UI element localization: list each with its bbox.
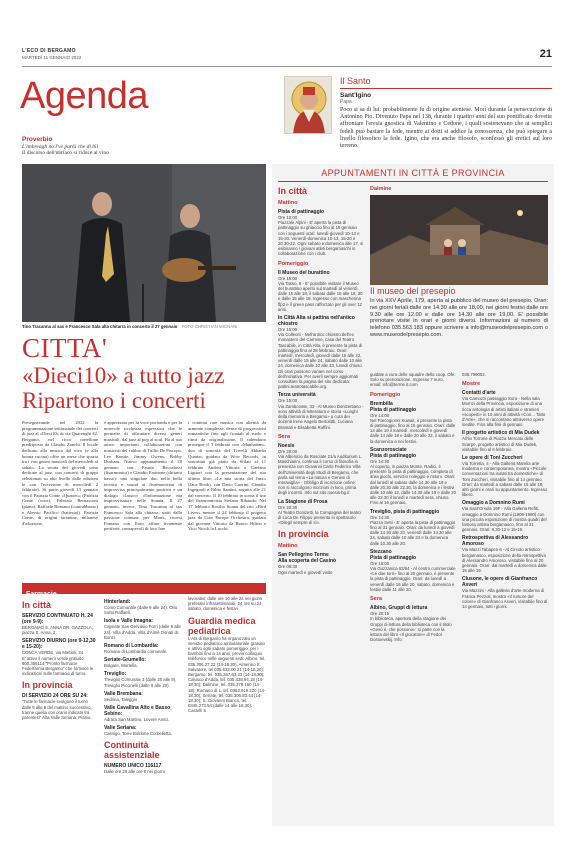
list-item xyxy=(104,725,182,736)
entry-text: guidate a cura delle squadre della coop. Ofe: Solo su prenotazione. Ingresso 7 euro, email: info@terme.it.com xyxy=(370,372,456,388)
entry-text: Adrara San Martino, Lovere Amici. xyxy=(104,717,170,723)
time-heading: Mostre xyxy=(462,381,481,388)
entry-text: Ore 16:00 Via Guzzanica 62/64 - Al centro commerciale «Le due torri» fino al 20 gennaio, è presente la pista di pattinaggio. Orari: da lunedì a venerdì dalle 16 alle 20, sabato, domenica e festivi dalle 11 alle 20. xyxy=(370,560,456,592)
list-item xyxy=(278,315,364,389)
entry-text: Sedrina, Taleggio xyxy=(104,696,138,702)
entry-heading: Valle Seriana: xyxy=(104,725,137,732)
list-item xyxy=(278,270,364,312)
photo-caption-text: Tino Tracanna al sax e Francesco Sala alla chitarra in concerto il 27 gennaio xyxy=(22,324,178,329)
paper-name: L'ECO DI BERGAMO xyxy=(22,48,76,54)
headline xyxy=(22,334,266,413)
list-item xyxy=(104,671,182,687)
time-heading: Mattino xyxy=(278,200,298,206)
entry-text: Ore 14:30 Piazza Setti - E' aperta la pista di pattinaggio fino al 31 gennaio. Orari: da lunedì a giovedì dalle 14.30 alle 20, venerdì dalle 14.30 alle 24, sabato dalle 10 alle 24 e la domenica dalle 10.30 alle 20. xyxy=(370,514,456,546)
list-item xyxy=(462,390,548,427)
entry-heading: Contatti d'arte xyxy=(462,390,496,397)
time-heading: Mattino xyxy=(278,543,298,550)
entry-text: Ore 15:00 Via Colleoni - Nell'antico chiostro dell'ex monastero del Carmine, casa del Teatro Tascabile, in Città Alta, è presente la pista di pattinaggio fino al 28 febbraio. Orari: martedì, mercoledì, giovedì dalle 15 alle 22, venerdì dalle 15 alle 24, sabato dalle 10 alle 24, domenica dalle 10 alle 23, lunedì chiuso. Gli orari possono variare nel corso dell'iniziativa. Per averli sempre aggiornati consultare la pagina del sito dedicata: pattini.teatrotascabile.org. xyxy=(278,327,363,390)
list-item xyxy=(370,372,456,388)
entry-text: Via Torretta, 4 - Alla Galleria Marelia arte moderna e contemporanea, mostra «Piccole conversazioni tra isolati tra domestiche» di Toni Zuccheri, visitabile fino al 14 gennaio. Orari: da martedì a sabato dalle 15 alle 19, altri giorni e orari su appuntamento. Ingresso libero. xyxy=(462,461,548,498)
list-item xyxy=(104,740,182,760)
entry-text: BERGAMO S. ANNA DR. GAZZOLA, piazza S. Anna, 2. xyxy=(22,625,93,636)
list-item xyxy=(370,286,548,339)
section-heading: In città xyxy=(22,600,52,610)
list-item xyxy=(462,500,548,532)
proverbio-dialect: L'imbreagh no l'vè parlà che dl bìl xyxy=(22,144,99,150)
section-title: Agenda xyxy=(20,75,149,117)
issue-date: MARTEDÌ 11 GENNAIO 2022 xyxy=(22,55,82,60)
section-heading: In provincia xyxy=(278,529,329,540)
list-item xyxy=(370,509,456,546)
entry-text: Ore 14:30 Al coperto, in piazza Monte, Radici, è presente la pista di pattinaggio, completa di area giochi, servizio noleggio e ristoro. Orari: dal lunedì al sabato dalle 14,30 alle 19 e dalle 20.30 alle 22.30, la domenica e i festivi dalle 10 alle 12, dalle 14.30 alle 19 e dalle 20 alle 22.30 il lunedì e martedì sera, chiuso. Fino al 16 gennaio. xyxy=(370,458,456,506)
list-item xyxy=(462,576,548,609)
farmacie-col-3 xyxy=(188,596,266,820)
entry-text: Via Camozzi passaggio Sora - Nella sala Mornzi della Provincia, esposizione di una ricca antologia di artisti italiani e stranieri «scoperti» in 15 anni di attività «Con... Tatto d'Arte», che si raccontano attraverso opere inedite. Fino alla fine di gennaio. xyxy=(462,396,546,428)
list-item xyxy=(370,596,456,602)
proverbio-label: Proverbio xyxy=(22,136,53,143)
entry-text: Ore 15:00 Via Tasso, 8 - E' possibile visitare il Museo del burattino aperto sul martedì al venerdì dalle 15 alle 18, il sabato dalle 15 alle 18, 30 e dalle 15 alle 18. Ingresso con mascherina ffp2 e il green pass rafforzato per gli over 12 anni. xyxy=(278,275,363,312)
entry-heading: Valle Brembana: xyxy=(104,690,143,697)
list-item xyxy=(462,535,548,573)
list-item xyxy=(370,549,456,592)
time-heading: Pomeriggio xyxy=(278,260,309,267)
list-item xyxy=(370,186,548,192)
list-item xyxy=(278,443,364,496)
list-item xyxy=(188,616,266,636)
list-item xyxy=(22,613,98,635)
list-item xyxy=(278,392,364,429)
list-item xyxy=(104,691,182,702)
list-item xyxy=(104,763,182,774)
list-item xyxy=(278,434,364,440)
list-item xyxy=(22,693,98,720)
entry-text: Romano di Lombardia comunale. xyxy=(104,649,168,655)
entry-text: E' attivo il numero verde gratuito 800.356114 "Pronto farmacie Federfarma Bergamo" che fornisce le indicazioni sulle farmacie di turno. xyxy=(22,655,94,677)
entry-text: lavorativi; dalle ore 10 alle 24 nei giorni prefestivi infrasettimanali, 24 ore su 24 sabato, domenica e festivi. xyxy=(188,596,263,612)
entry-text: Ore 20:15 In biblioteca, apertura della stagione dei Gruppi di lettura della biblioteca con il titolo «Gesù è, che possono»: si parte con la lettura del libro «Il giocatore» di Fedor Dostoevskij. Info: xyxy=(370,611,452,643)
list-item xyxy=(278,552,364,574)
santo-text: Poco si sa di lui: probabilmente fu di origine ateniese. Morì durante la persecuzione di Antonino Pio. Divenuto Papa nel 138, durante i quattro anni del suo pontificato dovette affrontare l'eresia gnostica di Valentino e Cedone, i quali sostenevano che ai semplici fedeli può bastare la fede, mentre ai dotti si addice la conoscenza, che può spiegare a livello filosofico la fede. Igino, che era anche filosofo, sconfessò gli eretici sul loro terreno. xyxy=(340,107,552,150)
entry-heading: Isola e Valle Imagna: xyxy=(104,618,153,625)
saint-portrait-icon xyxy=(285,77,332,134)
entry-text: Via Sant'Orsola 19F - Alla Galleria Refiti, omaggio a Domnino Rumi (1906-1980) con una piccola esposizione di mostra quadri del famoso artista bergamasco, fino al 31 gennaio. Orari: 9,30-12 e 15-19. xyxy=(462,506,547,533)
section-heading: In provincia xyxy=(22,680,73,691)
time-heading: Pomeriggio xyxy=(370,391,401,398)
time-heading: Dalmine xyxy=(370,186,392,192)
article-col-1: Presegnavande nel 2022 la programmazione settimanale dei concerti di jazz al «Dieci10» di via Quarenghi 42, Bergamo, nel ricco cartellone predisposto da Claudio Zanchi. Il locale dedicato alla musica dal vivo (e alla buona cucina) offre un mese che spazia tra i vari generi musicali del mercoledì al sabato. La serata del giovedì sono dedicate al jazz, con concerti di gruppi selezionati su alto livello dalle edizioni le con l'eccezione di mercoledì 2 febbraio). Si parte giovedì 13 gennaio con il Patrizia Conte «Quartet», (Patrizia Conte (voce), Fabrizio Bernasconi (piano), Raffaele Romano (contrabbasso) e Alessio Pacifico (batteria)). Patrizia Conte, di origini tarantine, milanese d'adozione, xyxy=(22,420,98,526)
proverbio xyxy=(22,136,272,156)
time-heading: Sera xyxy=(370,596,382,603)
headline-kicker: CITTA' xyxy=(22,333,108,363)
entry-heading: SERVIZIO CONTINUATO H. 24 (ore 9-9): xyxy=(22,613,93,625)
entry-heading: Terza università xyxy=(278,392,316,399)
entry-text: CONCA VERDE, via Mattioli, 24. xyxy=(22,650,85,656)
page-number: 21 xyxy=(539,48,552,60)
entry-text: Ore 10:00 Piazzale Alpini - E' aperta la pista di pattinaggio su ghiaccio fino al 15 gennaio con i seguenti orari: lunedì-giovedì 10-13 e 15-20. Venerdì-domenica 10-13, 15-20 e 20.30-22. Ogni sabato e domenica alle 17, si esibiranno i giovani atleti bergamaschi in collaborazione con i club. xyxy=(278,215,364,257)
entry-text: Ore 20:30 Al Teatro Donizetti, la Compagnia del teatro di Luca De Filippo presenta lo spettacolo «Dilegil sempre di sì». xyxy=(278,504,361,526)
list-item xyxy=(22,656,98,677)
list-item xyxy=(462,455,548,497)
feature-heading: Il museo del presepio xyxy=(370,286,456,296)
list-item xyxy=(278,543,364,549)
entry-heading: Le opere di Toni Zuccheri xyxy=(462,455,523,462)
list-item xyxy=(104,618,182,640)
santo-image xyxy=(284,76,332,134)
appuntamenti-col-2-top xyxy=(370,182,548,372)
article-col-2: è apprezzata per la voce profonda e per la notevole ricchezza espressiva che le permette di affrontare diversi generi musicali, dal jazz al pop al soul. Ha al suo attivo importanti collaborazioni con musicisti del calibro di Tullio De Piscopo, Lee Konitz, Jimmy Owens, Bobby Durham. Nuovo appuntamento il 20 gennaio con Fausto Beccalossi (fisarmonica) e Claudio Farinone (chitarra basso): uno singolare duo nella bella tecnica e sound ai fisarmonicisti di improvvisa principalmente positiva e un dialogo classico d'informazione ma improvvisatore nelle Sonata. Il 27 gennaio, invece, Tino Tracanna al sax Francesco Sala alla chitarra, uniti dalla passione comune per Monk, ricorsi Fontana con Euro affine tivamente periferie, consapevoli di loro fare xyxy=(104,420,182,532)
list-item xyxy=(370,392,456,398)
list-item xyxy=(104,643,182,654)
entry-text: Como Comunale (dalle 9 alle 24). Orio Sotto Raffaeli. xyxy=(104,605,178,616)
time-heading: Sera xyxy=(278,433,290,440)
list-item xyxy=(462,381,548,387)
appuntamenti-col-1 xyxy=(278,182,364,822)
santo-box xyxy=(340,76,552,150)
concert-photo xyxy=(22,164,266,322)
list-item xyxy=(462,430,548,452)
entry-text: Bolgare, Mortella. xyxy=(104,663,138,669)
list-item xyxy=(462,372,548,377)
farmacie-title: Farmacie xyxy=(26,591,57,598)
entry-text: Ore 15:00 Via Zambonate, 33 - Al Museo Donizettiano - sono attività di letteratura e storia «Luoghi della memoria a Bergamo» a cura dei docenti Irene Angelo Bertolotti, Luciana Bramati e Elisabetta Ruffini. xyxy=(278,398,364,430)
feature-text: In via XXV Aprile, 179, aperta al pubblico del museo del presepio. Orari: nei giorni feriali dalle ore 14.30 alle ore 18,00, nei giorni festivi dalle ore 9.30 alle ore 12.00 e dalle ore 14.30 alle ore 19,00. E' possibile prenotare visite in orari e giorni diversi. Informazioni al numero di telefono 035.563.183 oppure scrivere a info@museodelpresepio.com o www.museodelpresepio.com. xyxy=(370,298,548,338)
entry-heading: Scanzorosciate Pista di pattinaggio xyxy=(370,446,417,459)
santo-role: Papa xyxy=(340,99,352,105)
entry-text: Via Mazzini - Alla galleria d'arte moderna di Franca Pezzoli, mostra «Il rumore del colore» di Gianfranco Asveri, visitabile fino al 14 gennaio, tutti i giorni. xyxy=(462,588,548,610)
entry-text: Ore 20:00 Via Albenicio da Rosciate 21/a Auditorium L. Maschiarini, continua il corso di filosofia in presenza con Giovanni Carlo Federico Villa dell'Università degli Studi di Bergamo, che parla sul tema «La natura e Genesi di meraviglia» - Obbligo di iscrizione online: non si raccolgono iscrizioni in loco, prima degli incontri. Info sul sito noesis-bg.it xyxy=(278,448,363,496)
entry-heading: Noesis xyxy=(278,442,295,449)
entry-heading: SERVIZIO DIURNO (ore 9-12,30 e 15-20): xyxy=(22,638,96,651)
entry-text: 035.799002. xyxy=(462,372,486,377)
masthead xyxy=(22,48,552,68)
entry-text: Treviglio Comunale 3 (dalle 20 alle 9), Treviglio Piccinelli (dalle 9 alle 20). xyxy=(104,677,177,688)
proverbio-translation: Il discorso dell'ubriaco si riduce al vino xyxy=(22,150,109,156)
section-heading: Continuità assistenziale xyxy=(104,740,160,761)
list-item xyxy=(104,705,182,722)
headline-title-1: «Dieci10» a tutto jazz xyxy=(22,363,225,388)
santo-header: Il Santo xyxy=(340,76,371,86)
entry-text: All'ex Torrone di Piazza Mercato delle Scarpe, progetto artistico di Mia Dudek, visitabile fino al 6 febbraio. xyxy=(462,436,538,452)
list-item xyxy=(22,680,98,690)
entry-heading: Retrospettiva di Alessandro Amoroso xyxy=(462,535,529,548)
photo-caption xyxy=(22,324,266,329)
entry-heading: Albino, Gruppi di lettura xyxy=(370,605,428,612)
entry-heading: Hinterland: xyxy=(104,599,131,605)
list-item xyxy=(188,636,266,714)
list-item xyxy=(278,261,364,267)
entry-heading: San Pellegrino Terme Alla scoperta del Casinò xyxy=(278,552,337,565)
entry-text: L'Ats di Bergamo ha organizzato un servizio pediatrico ambulatoriale gratuito e attivo ogni sabato pomeriggio, per i bambini fino a 14 anni, previo colloquio telefonico nelle seguenti sedi: Albino, tel. 035.306.27.22 (14-18,30), Almenno S. Salvatore, tel 035.632.00.21 (14-18,30); Bergamo, tel. 035.267.63.23 (14-18,30); Calusco d'Adda, tel. 035.438.94.18 (14-18,30); Dalmine, tel. 035.378.150 (14-18); Romano di L. tel. 0363.919.220 (14-18,30); Seriate, tel. 035.306.83.44 (14-18,30); S. Giovanni Bianco, tel. 0345.273.54 (dalle 14 alle 18,30). Castelli S xyxy=(188,635,266,714)
entry-heading: Clusone, le opere di Gianfranco Asveri xyxy=(462,576,538,589)
entry-heading: Seriate-Grumello: xyxy=(104,657,146,664)
list-item xyxy=(188,596,266,612)
list-item xyxy=(370,401,456,444)
musicians-photo-icon xyxy=(22,164,266,322)
entry-text: Via Mazzi Tabapen 6 - Al Circolo artistico bergamasco, esposizione della retrospettiva di Alessandro Amoroso, visitabile fino al 20 gennaio. Orari: dal martedì a domenica dalle 16 alle 19. xyxy=(462,547,547,574)
list-item xyxy=(278,209,364,257)
entry-heading: Treviglio: xyxy=(104,671,127,678)
farmacie-col-1 xyxy=(22,596,98,820)
section-heading: In città xyxy=(278,186,308,196)
entry-heading: Il progetto artistico di Mia Dudek xyxy=(462,430,540,437)
entry-heading: In Città Alta si pattina nell'antico chiostro xyxy=(278,315,355,328)
list-item xyxy=(104,599,182,615)
santo-name: Sant'Igino xyxy=(340,92,372,99)
list-item xyxy=(104,657,182,668)
list-item xyxy=(370,447,456,506)
appuntamenti-title: APPUNTAMENTI IN CITTÀ E PROVINCIA xyxy=(321,168,505,178)
appuntamenti-col-2 xyxy=(370,372,456,824)
entry-text: Dalle ore 20 alle ore 8 nei giorni xyxy=(104,769,165,775)
headline-title-2: Ripartono i concerti xyxy=(22,388,206,413)
list-item xyxy=(278,186,364,196)
list-item xyxy=(278,200,364,206)
photo-credit: FOTO CHRISTIAN MIGNANI xyxy=(181,324,238,329)
entry-text: Ore 09:30 Ogni martedì e giovedì visite xyxy=(278,564,333,575)
entry-text: Capriate San Gervasio Porri (dalle 9 alle 24). Villa d'Adda. Villa d'Almè Donati dr. Bonzi. xyxy=(104,624,181,640)
list-item xyxy=(370,605,456,642)
entry-heading: Il Museo del burattino xyxy=(278,269,330,276)
entry-text: Ore 14:00 Nel Parcogionni Kuwait, è presente la pista di pattinaggio, fino al 15 gennaio. Orari: dalle 14 alle 19 il martedì, mercoledì e giovedì dalle 14 alle 18 e dalle 20 alle 22, il sabato e la domenica e nei festivi. xyxy=(370,412,456,444)
farmacie-header xyxy=(22,583,266,598)
entry-heading: Stezzano Pista di pattinaggio xyxy=(370,548,417,561)
entry-heading: Treviglio, pista di pattinaggio xyxy=(370,508,440,515)
list-item xyxy=(22,600,98,610)
list-item xyxy=(278,499,364,526)
entry-heading: Romano di Lombardia: xyxy=(104,643,159,650)
entry-heading: NUMERO UNICO 116117 xyxy=(104,763,162,770)
list-item xyxy=(22,638,98,655)
appuntamenti-col-3 xyxy=(462,372,548,824)
entry-heading: Pista di pattinaggio xyxy=(278,209,325,215)
list-item xyxy=(278,529,364,539)
section-heading: Guardia medica pediatrica xyxy=(188,615,256,636)
entry-heading: Brembilla Pista di pattinaggio xyxy=(370,400,417,413)
entry-heading: La Stagione di Prosa xyxy=(278,498,328,505)
entry-heading: Valle Cavallina Alto e Basso Sebino: xyxy=(104,705,171,718)
entry-text: Casnigo, Torre Boldone Corbelletta. xyxy=(104,731,172,737)
entry-text: "Tutte le farmacie svolgono il turno dalle 9 alle 9 del mattino successivo, tranne quella con orario indicato tra parentesi" Alta Valle Seriana: Pianio. xyxy=(22,699,92,721)
entry-heading: Omaggio a Domnino Rumi xyxy=(462,500,525,507)
article-col-3: i continui rare musica con alterità da armonie complesse, dense di progressioni romantiche fino agli frontali al ruolo e ritmi da originalissime. Il calendario prosegue il 3 febbraio con «Manhattan», duo di sonorità del Trivelli Abbadia Quartet, guidato da Wow Records, in sonoritati già piatti da Sfilati al 11 febbraio Andrea Vittoria e Gaetano Liguori con la presentazione del suo ultimo libro «La mia storia del Jazz» (Jaca Book), con Dario Guerini, Claudio Ingegnoli e Fabio Santini, seguita alle 21 dal concerto. Il 10 febbraio in scena il trio del fisarmonicista Stefano Ribaudo. Nel 17 febbraio Rosilio Soana del trio «Bird Lives» mentre il 24 febbraio il progetto jazz da Ciao Europe Orchestra, guidato dal giovane Vittorio da Ronco Hilton e Vico Nicoli la Lucchi. xyxy=(188,420,266,532)
entry-heading: DI SERVIZIO 24 ORE SU 24: xyxy=(22,693,88,700)
farmacie-col-2 xyxy=(104,596,182,820)
